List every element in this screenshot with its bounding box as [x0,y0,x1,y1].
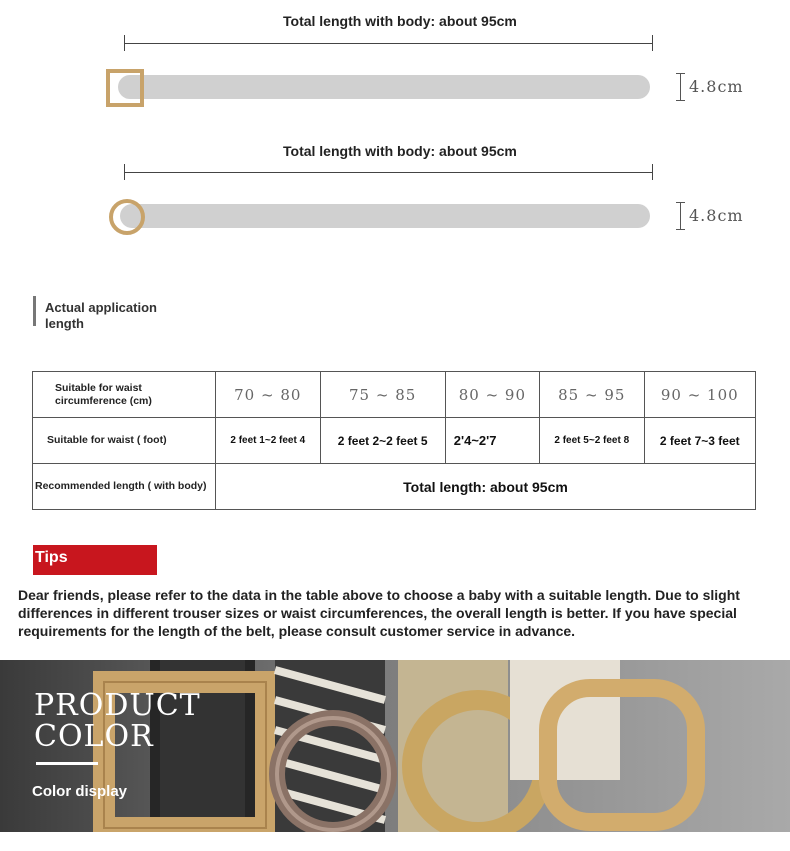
table-cell: 2 feet 5~2 feet 8 [540,418,645,464]
total-length-label: Total length with body: about 95cm [283,13,517,29]
total-length-label: Total length with body: about 95cm [283,143,517,159]
table-cell: 75 ~ 85 [320,372,445,418]
product-color-banner [0,660,790,832]
table-cell: 90 ~ 100 [644,372,755,418]
row-header-waist-foot: Suitable for waist ( foot) [33,418,216,464]
recommended-length-value: Total length: about 95cm [216,464,756,510]
table-cell: 2 feet 7~3 feet [644,418,755,464]
product-color-title-line2: COLOR [34,719,154,754]
length-dimension-line [124,172,653,173]
section-accent-bar [33,296,36,326]
length-dimension-line [124,43,653,44]
length-tick-left [124,35,125,51]
tips-text: Dear friends, please refer to the data in the table above to choose a baby with a suitable length. Due to slight differences in different trouser sizes or waist circumferences, the overall length is better. If you have special requirements for the length of the belt, please consult customer service in advance. [18,587,740,639]
tips-badge: Tips [33,545,157,575]
belt-strap [118,75,650,99]
product-color-title-line1: PRODUCT [34,688,201,723]
color-display-label: Color display [32,783,128,800]
row-header-waist-cm: Suitable for waist circumference (cm) [33,372,216,418]
length-tick-left [124,164,125,180]
belt-height-label: 4.8cm [689,206,744,225]
product-color-title [34,690,201,752]
length-tick-right [652,35,653,51]
section-title: Actual application length [45,300,157,331]
length-tick-right [652,164,653,180]
table-cell: 2'4~2'7 [445,418,539,464]
table-row [33,418,756,464]
round-buckle-icon [109,199,145,235]
table-cell: 80 ~ 90 [445,372,539,418]
table-cell: 70 ~ 80 [216,372,321,418]
belt-strap [120,204,650,228]
belt-height-label: 4.8cm [689,77,744,96]
table-cell: 85 ~ 95 [540,372,645,418]
size-table [32,371,756,510]
title-underline [36,762,98,765]
height-dimension-marker [680,73,681,101]
row-header-recommended-length: Recommended length ( with body) [33,464,216,510]
square-buckle-icon [106,69,144,107]
table-cell: 2 feet 2~2 feet 5 [320,418,445,464]
table-row [33,372,756,418]
table-row [33,464,756,510]
table-cell: 2 feet 1~2 feet 4 [216,418,321,464]
height-dimension-marker [680,202,681,230]
